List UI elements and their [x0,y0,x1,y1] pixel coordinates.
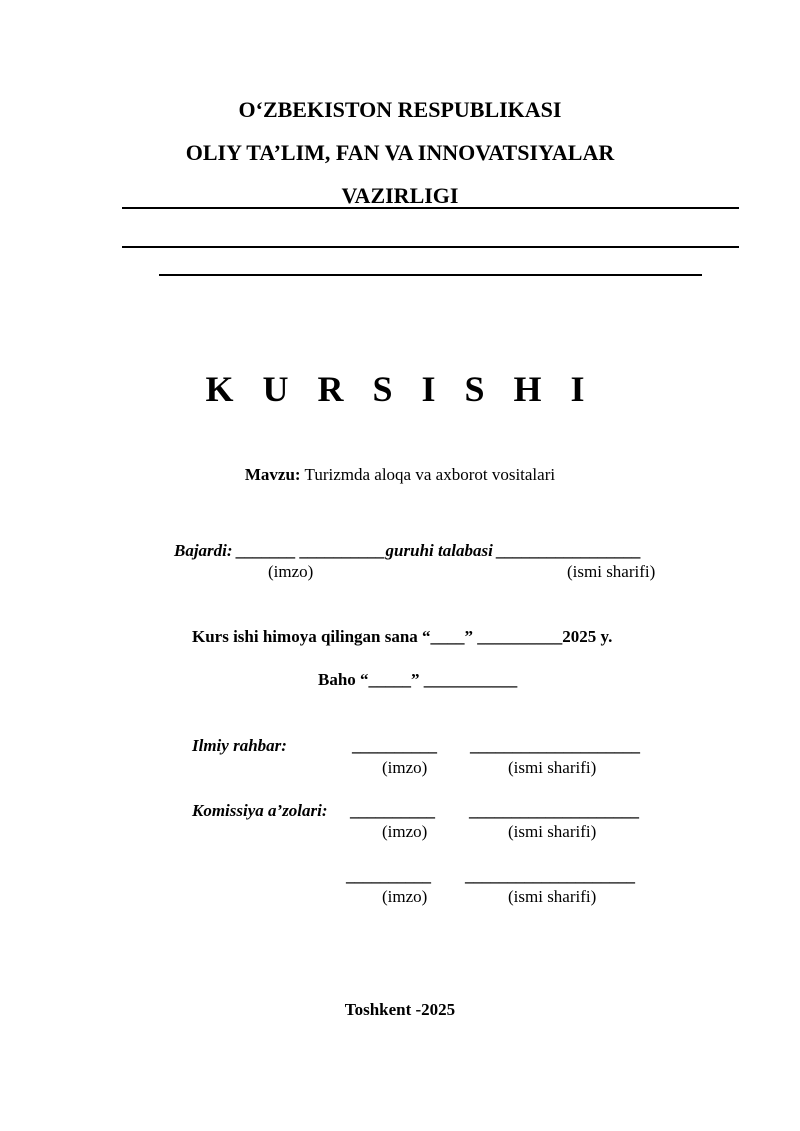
supervisor-name-caption: (ismi sharifi) [508,758,597,777]
commission-sign-caption: (imzo) [382,822,428,841]
commission-label: Komissiya a’zolari: [192,801,328,820]
document-title: K U R S I S H I [205,369,595,409]
supervisor-label: Ilmiy rahbar: [192,736,287,755]
header-line-2: OLIY TA’LIM, FAN VA INNOVATSIYALAR [185,140,615,165]
supervisor-sign-blank: __________ [352,736,437,755]
topic-line [0,465,800,485]
commission-name-caption-2: (ismi sharifi) [508,887,597,906]
defense-date-line: Kurs ishi himoya qilingan sana “____” __________2025 y. [192,627,613,646]
header-line-1: O‘ZBEKISTON RESPUBLIKASI [238,97,562,122]
topic-value: Turizmda aloqa va axborot vositalari [300,465,556,484]
performer-line: Bajardi: _______ __________guruhi talabasi _________________ [174,541,642,560]
blank-line-1 [122,246,739,248]
commission-sign-blank: __________ [350,801,435,820]
performer-sign-caption: (imzo) [268,562,314,581]
commission-name-blank: ____________________ [469,801,639,820]
commission-name-caption: (ismi sharifi) [508,822,597,841]
topic-label: Mavzu: [244,465,301,484]
supervisor-name-blank: ____________________ [470,736,640,755]
header-underline [122,207,739,209]
commission-sign-blank-2: __________ [346,866,431,885]
footer-city-year: Toshkent -2025 [344,1000,456,1019]
header-line-3: VAZIRLIGI [341,183,459,208]
blank-line-2 [159,274,702,276]
grade-line: Baho “_____” ___________ [318,670,518,689]
commission-sign-caption-2: (imzo) [382,887,428,906]
supervisor-sign-caption: (imzo) [382,758,428,777]
commission-name-blank-2: ____________________ [465,866,635,885]
performer-name-caption: (ismi sharifi) [567,562,656,581]
